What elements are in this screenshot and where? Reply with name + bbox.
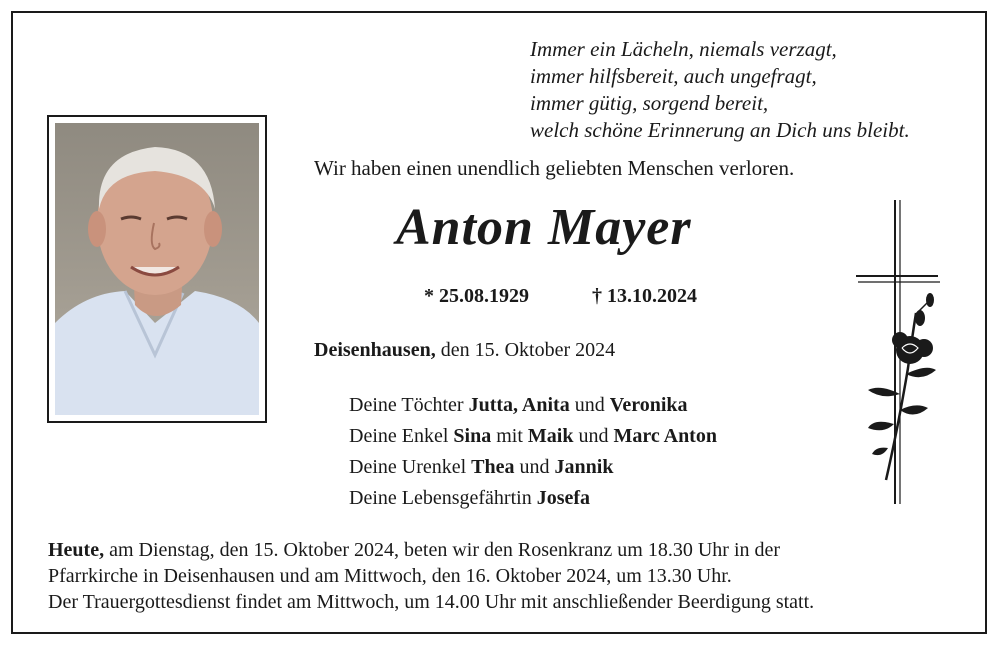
family-conjunction: mit	[491, 425, 528, 447]
family-names: Thea	[471, 456, 515, 478]
family-names: Sina	[453, 425, 492, 447]
poem-line: immer gütig, sorgend bereit,	[530, 91, 769, 115]
place-date-text: den 15. Oktober 2024	[440, 339, 616, 361]
family-names: Maik	[527, 425, 574, 447]
family-names: Jannik	[554, 456, 614, 478]
service-notice	[48, 537, 958, 615]
family-line	[349, 421, 717, 452]
family-list	[349, 390, 717, 514]
notice-text: am Dienstag, den 15. Oktober 2024, beten wir den Rosenkranz um 18.30 Uhr in der	[104, 539, 781, 561]
portrait-photo	[55, 123, 259, 415]
family-relation: Deine Lebensgefährtin	[349, 487, 537, 509]
notice-heading: Heute,	[48, 539, 105, 561]
family-conjunction: und	[573, 425, 614, 447]
family-conjunction: und	[514, 456, 555, 478]
place-town: Deisenhausen,	[314, 339, 436, 361]
family-line	[349, 483, 717, 514]
portrait-frame	[47, 115, 267, 423]
birth-date: * 25.08.1929	[424, 285, 529, 307]
family-names: Jutta, Anita	[468, 394, 570, 416]
poem-line: Immer ein Lächeln, niemals verzagt,	[530, 37, 837, 61]
place-date	[314, 339, 615, 362]
family-relation: Deine Urenkel	[349, 456, 472, 478]
poem-line: welch schöne Erinnerung an Dich uns bleibt.	[530, 118, 910, 142]
family-names: Marc Anton	[613, 425, 717, 447]
poem-line: immer hilfsbereit, auch ungefragt,	[530, 64, 817, 88]
family-relation: Deine Enkel	[349, 425, 454, 447]
notice-line: Pfarrkirche in Deisenhausen und am Mittwoch, den 16. Oktober 2024, um 13.30 Uhr.	[48, 565, 732, 587]
family-names: Veronika	[609, 394, 688, 416]
family-line	[349, 390, 717, 421]
deceased-name: Anton Mayer	[396, 199, 692, 256]
intro-text: Wir haben einen unendlich geliebten Menschen verloren.	[314, 156, 795, 180]
family-names: Josefa	[536, 487, 591, 509]
family-relation: Deine Töchter	[349, 394, 469, 416]
notice-line	[48, 537, 958, 563]
notice-line: Der Trauergottesdienst findet am Mittwoch, um 14.00 Uhr mit anschließender Beerdigung statt.	[48, 591, 815, 613]
family-line	[349, 452, 717, 483]
death-date: † 13.10.2024	[592, 285, 697, 307]
cross-with-rose-icon	[850, 198, 950, 508]
family-conjunction: und	[569, 394, 610, 416]
memorial-poem	[530, 36, 910, 144]
